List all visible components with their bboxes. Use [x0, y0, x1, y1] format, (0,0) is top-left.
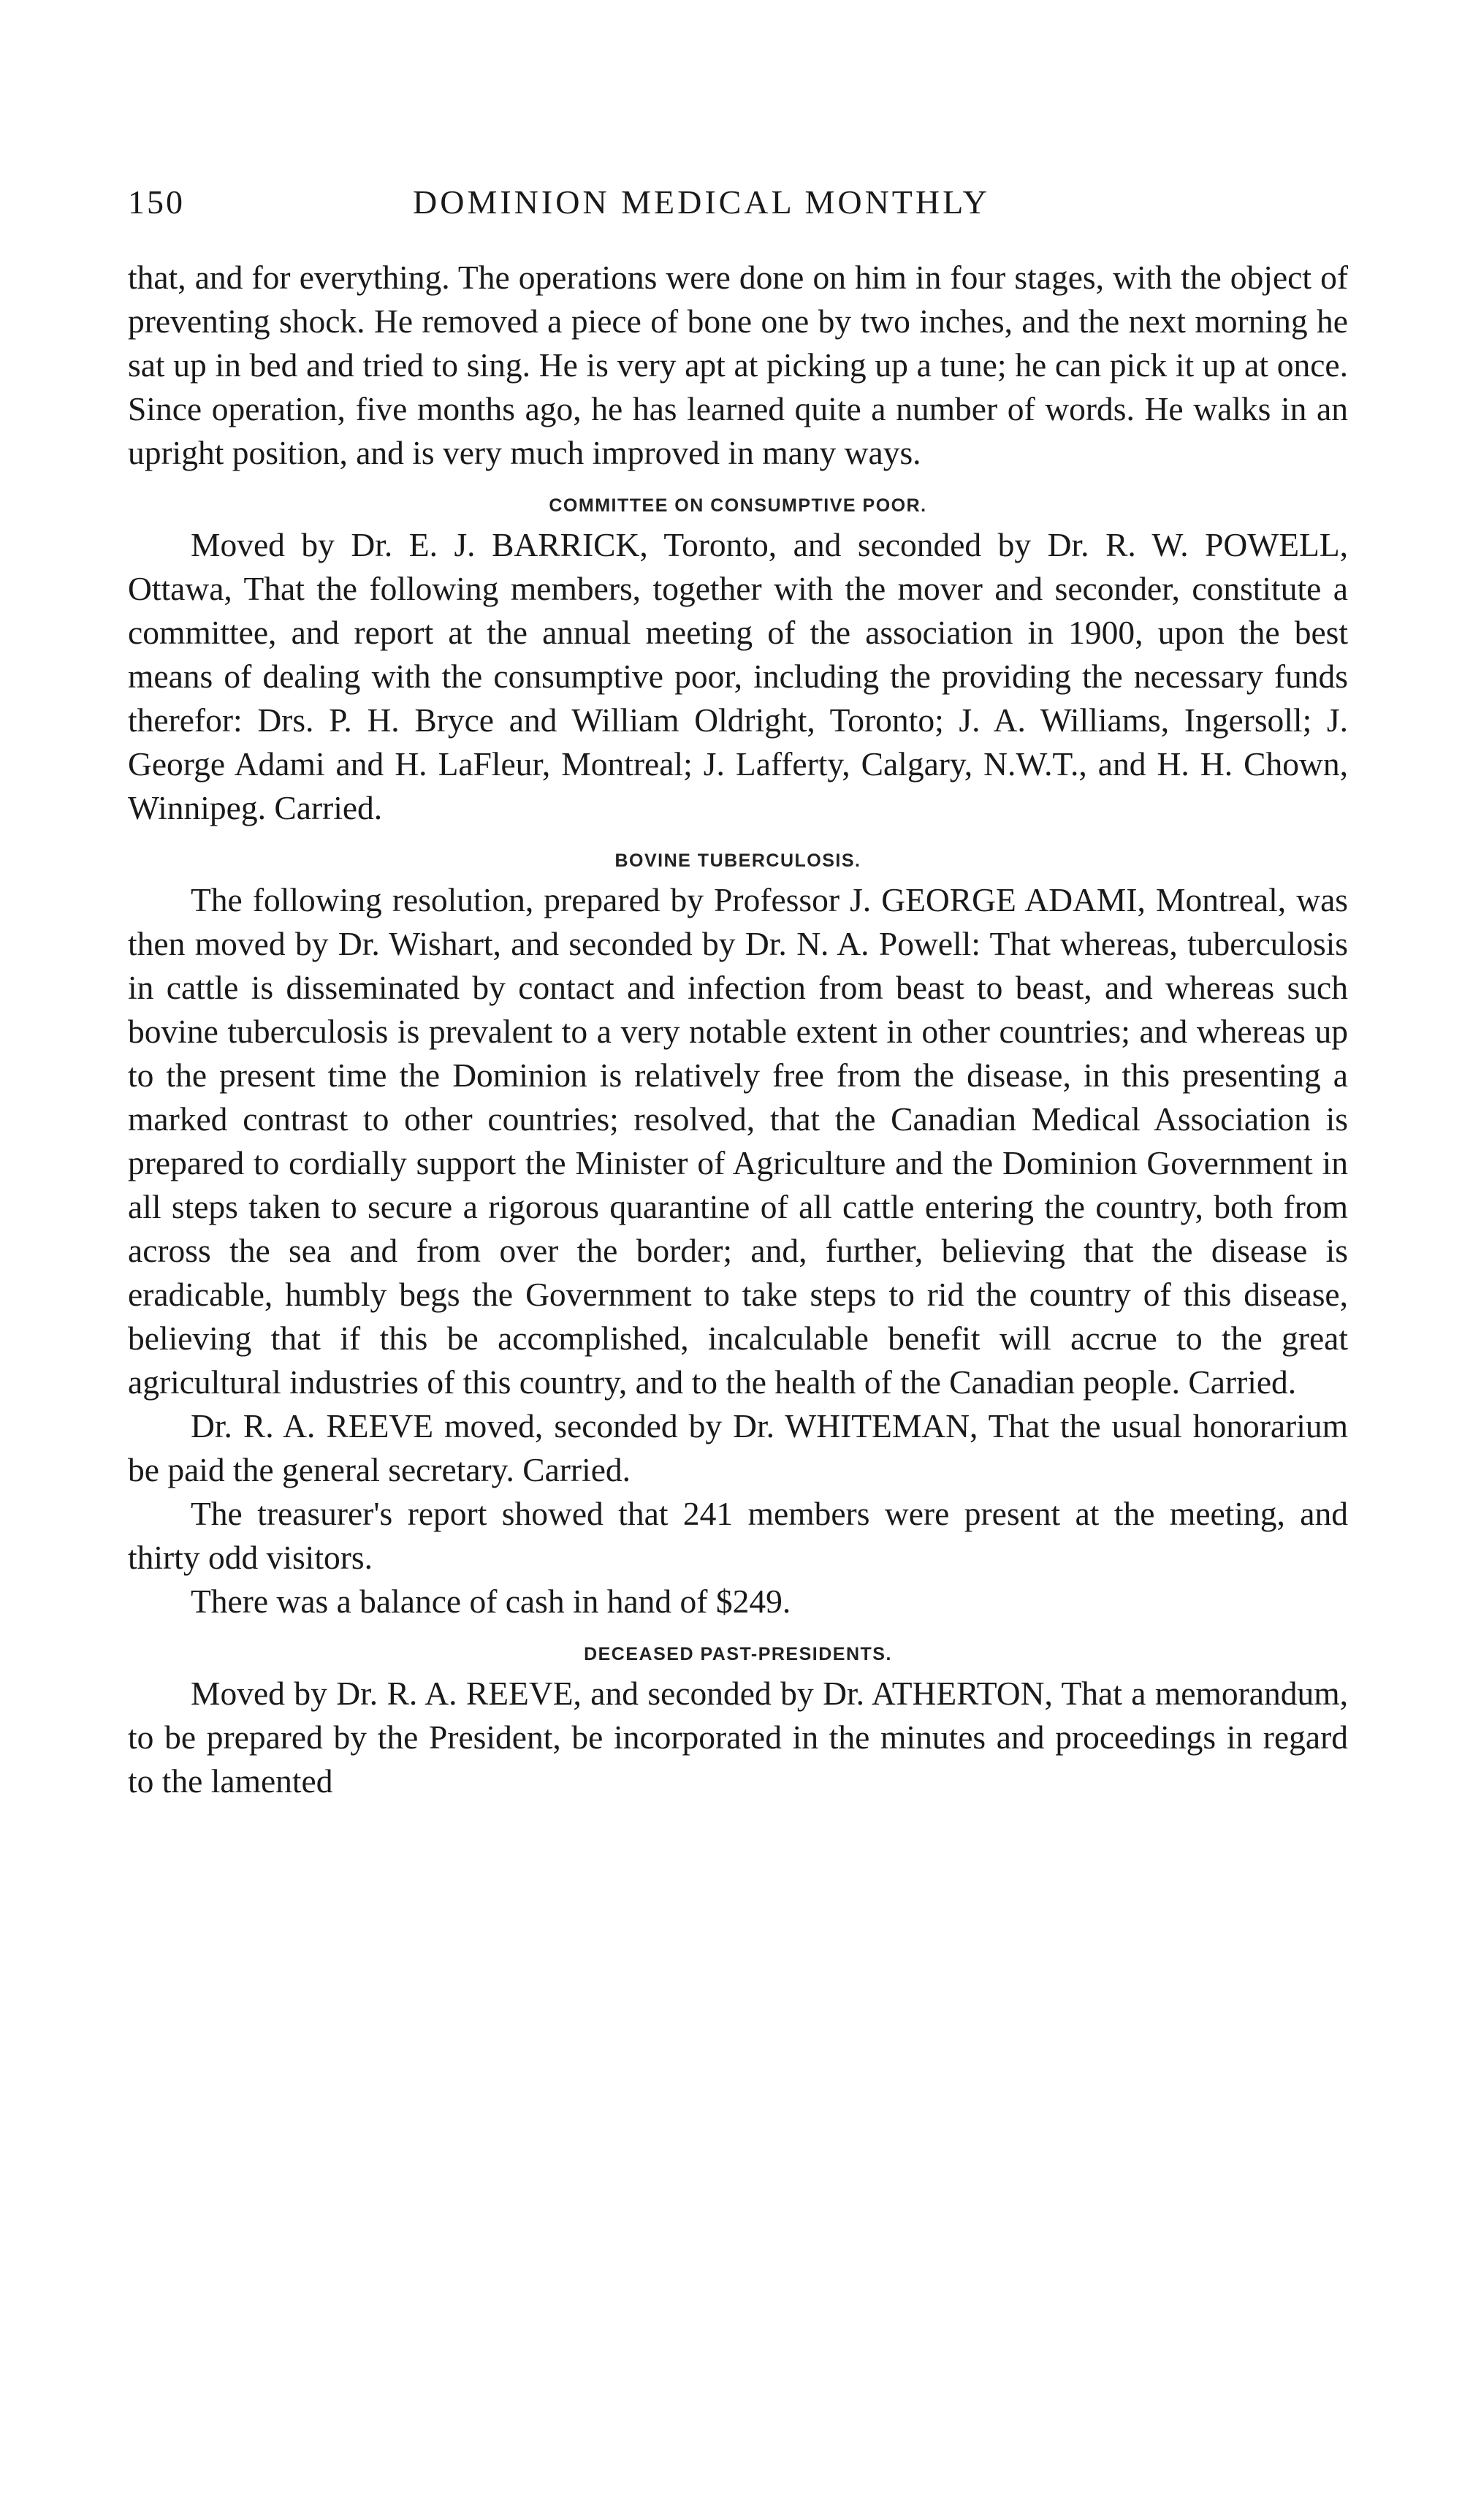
- journal-title: DOMINION MEDICAL MONTHLY: [413, 183, 990, 221]
- page-number: 150: [128, 183, 185, 221]
- paragraph-memorandum-motion: Moved by Dr. R. A. REEVE, and seconded by Dr. ATHERTON, That a memorandum, to be prepared by the President, be incorporated in the minutes and proceedings in regard to the lamented: [128, 1675, 1348, 1800]
- paragraph-honorarium-motion: Dr. R. A. REEVE moved, seconded by Dr. WHITEMAN, That the usual honorarium be paid the general secretary. Carried.: [128, 1407, 1348, 1488]
- document-page: [128, 183, 1348, 1803]
- paragraph-cash-balance: There was a balance of cash in hand of $249.: [191, 1583, 791, 1620]
- running-head: [128, 183, 1348, 234]
- paragraph-treasurer-report: The treasurer's report showed that 241 members were present at the meeting, and thirty odd visitors.: [128, 1495, 1348, 1576]
- section-heading-consumptive-poor: COMMITTEE ON CONSUMPTIVE POOR.: [549, 495, 927, 516]
- section-heading-deceased-past-presidents: DECEASED PAST-PRESIDENTS.: [584, 1644, 892, 1664]
- paragraph-committee-motion: Moved by Dr. E. J. BARRICK, Toronto, and seconded by Dr. R. W. POWELL, Ottawa, That the following members, together with the mover and seconder, constitute a committee, and report at the annual meeting of the association in 1900, upon the best means of dealing with the consumptive poor, including the providing the necessary funds therefor: Drs. P. H. Bryce and William Oldright, Toronto; J. A. Williams, Ingersoll; J. George Adami and H. LaFleur, Montreal; J. Lafferty, Calgary, N.W.T., and H. H. Chown, Winnipeg. Carried.: [128, 526, 1348, 826]
- paragraph-bovine-resolution: The following resolution, prepared by Professor J. GEORGE ADAMI, Montreal, was then moved by Dr. Wishart, and seconded by Dr. N. A. Powell: That whereas, tuberculosis in cattle is disseminated by contact and infection from beast to beast, and whereas such bovine tuberculosis is prevalent to a very notable extent in other countries; and whereas up to the present time the Dominion is relatively free from the disease, in this presenting a marked contrast to other countries; resolved, that the Canadian Medical Association is prepared to cordially support the Minister of Agriculture and the Dominion Government in all steps taken to secure a rigorous quarantine of all cattle entering the country, both from across the sea and from over the border; and, further, believing that the disease is eradicable, humbly begs the Government to take steps to rid the country of this disease, believing that if this be accomplished, incalculable benefit will accrue to the great agricultural industries of this country, and to the health of the Canadian people. Carried.: [128, 881, 1348, 1401]
- article-body: [128, 256, 1348, 1803]
- intro-paragraph: that, and for everything. The operations were done on him in four stages, with the object of preventing shock. He removed a piece of bone one by two inches, and the next morning he sat up in bed and tried to sing. He is very apt at picking up a tune; he can pick it up at once. Since operation, five months ago, he has learned quite a number of words. He walks in an upright position, and is very much improved in many ways.: [128, 259, 1348, 471]
- section-heading-bovine-tuberculosis: BOVINE TUBERCULOSIS.: [614, 850, 861, 871]
